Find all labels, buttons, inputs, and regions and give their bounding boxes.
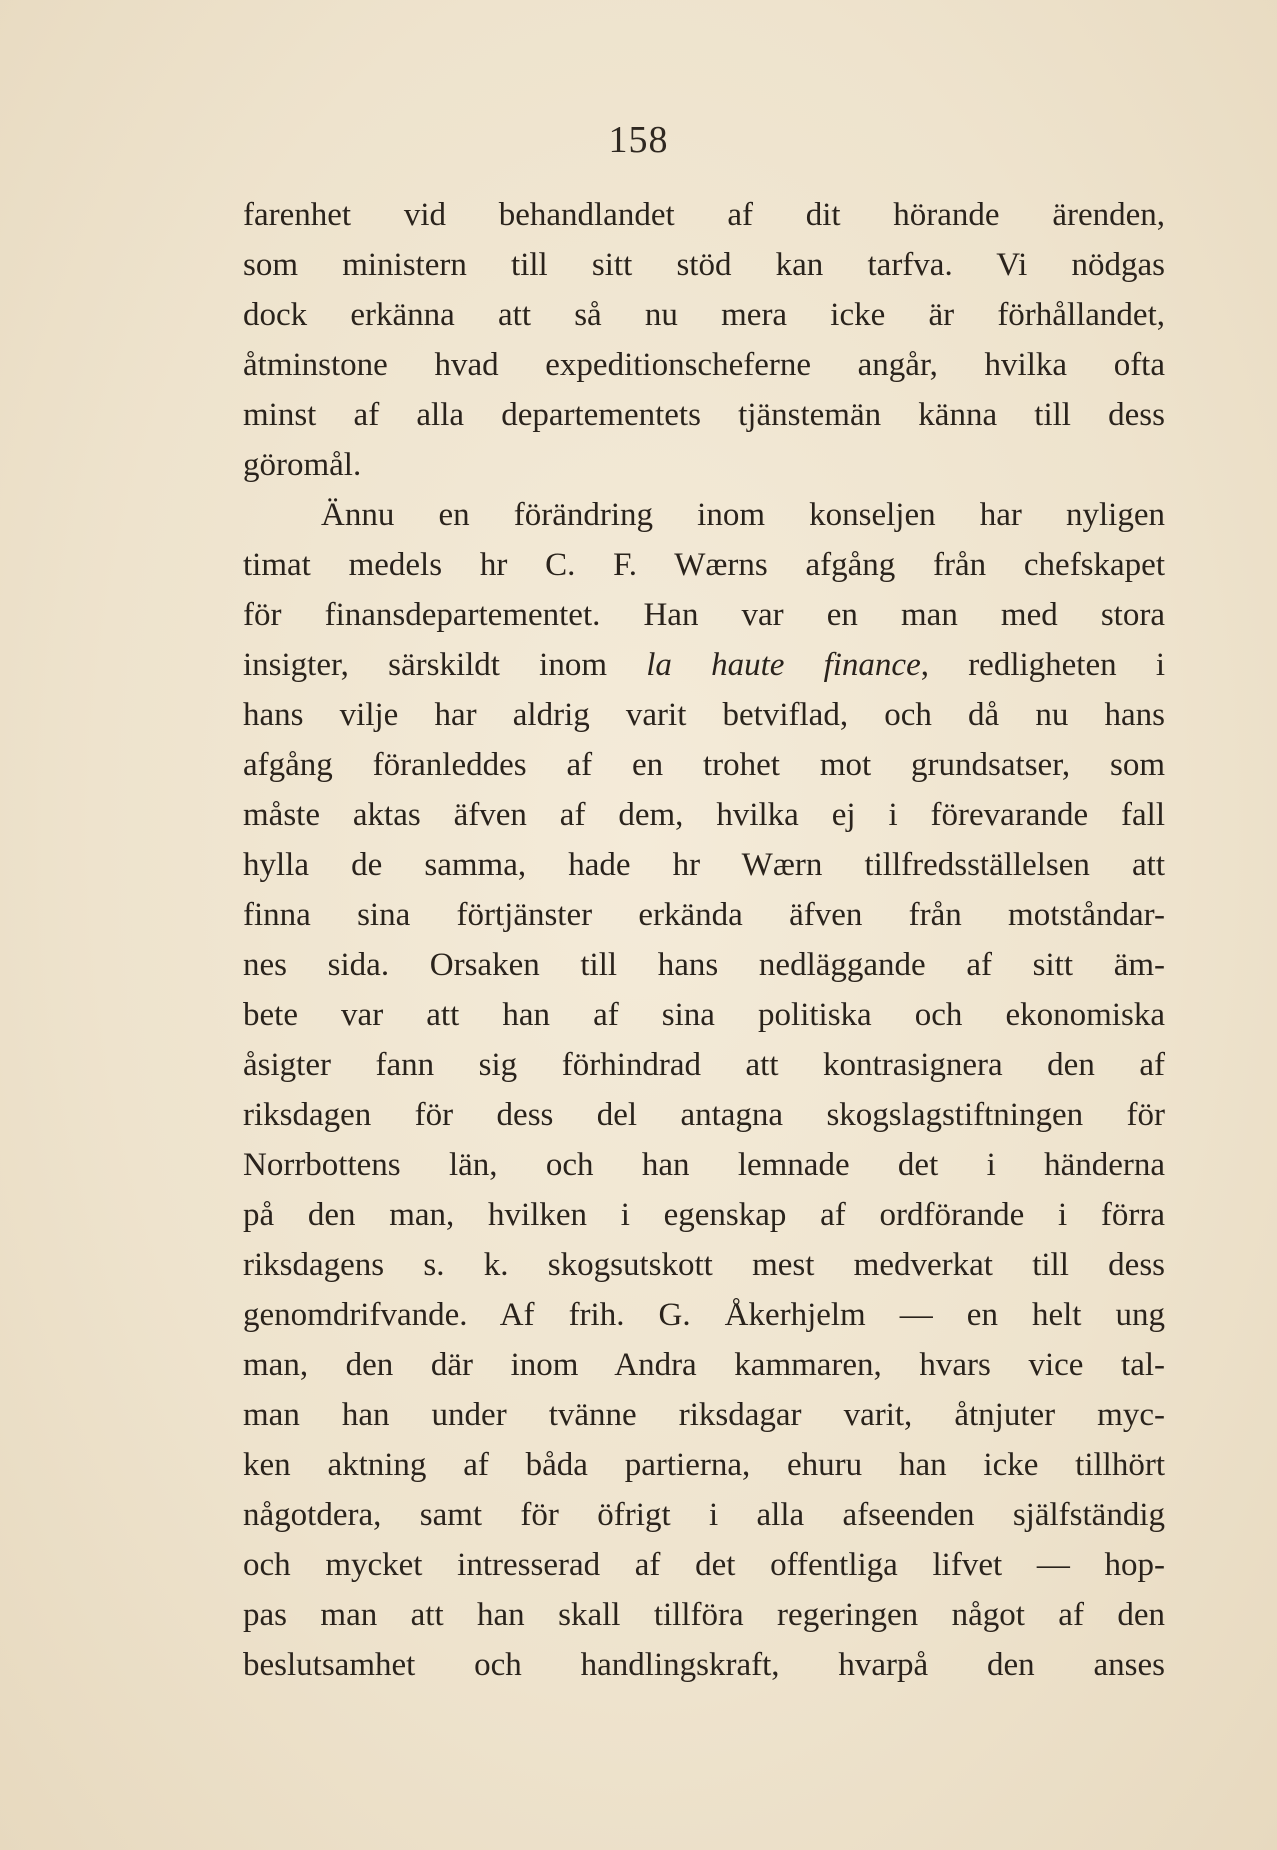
paragraph-1 [243,190,1165,490]
paragraph-2-continuation [243,690,1165,1690]
page-number: 158 [608,119,669,161]
text-line: som ministern till sitt stöd kan tarfva. Vi nödgas [243,247,1165,283]
text-line: måste aktas äfven af dem, hvilka ej i förevarande fall [243,797,1165,833]
text-line: beslutsamhet och handlingskraft, hvarpå den anses [243,1647,1165,1683]
text-line: ken aktning af båda partierna, ehuru han icke tillhört [243,1447,1165,1483]
text-line: göromål. [243,447,362,483]
body-text [243,190,1165,1690]
text-line: Ännu en förändring inom konseljen har nyligen [321,497,1165,533]
text-line: riksdagen för dess del antagna skogslagstiftningen för [243,1097,1165,1133]
text-before-italic: insigter, särskildt inom [243,647,647,683]
text-line-with-italic [243,640,1165,690]
text-line: riksdagens s. k. skogsutskott mest medverkat till dess [243,1247,1165,1283]
text-line: och mycket intresserad af det offentliga lifvet — hop- [243,1547,1165,1583]
text-line: timat medels hr C. F. Wærns afgång från chefskapet [243,547,1165,583]
text-line: minst af alla departementets tjänstemän känna till dess [243,397,1165,433]
text-line: finna sina förtjänster erkända äfven från motståndar- [243,897,1165,933]
text-line: afgång föranleddes af en trohet mot grundsatser, som [243,747,1165,783]
text-line: åsigter fann sig förhindrad att kontrasignera den af [243,1047,1165,1083]
text-after-italic: , redligheten i [920,647,1165,683]
text-line: pas man att han skall tillföra regeringen något af den [243,1597,1165,1633]
text-line: på den man, hvilken i egenskap af ordförande i förra [243,1197,1165,1233]
text-line: dock erkänna att så nu mera icke är förhållandet, [243,297,1165,333]
text-line: hylla de samma, hade hr Wærn tillfredsställelsen att [243,847,1165,883]
text-line: farenhet vid behandlandet af dit hörande ärenden, [243,197,1165,233]
text-line: för finansdepartementet. Han var en man med stora [243,597,1165,633]
text-line: bete var att han af sina politiska och ekonomiska [243,997,1165,1033]
italic-phrase: la haute finance [646,647,921,683]
text-line: någotdera, samt för öfrigt i alla afseenden själfständig [243,1497,1165,1533]
text-line: man, den där inom Andra kammaren, hvars vice tal- [243,1347,1165,1383]
paragraph-2 [243,490,1165,1690]
text-line: Norrbottens län, och han lemnade det i händerna [243,1147,1165,1183]
text-line: åtminstone hvad expeditionscheferne angår, hvilka ofta [243,347,1165,383]
text-line: genomdrifvande. Af frih. G. Åkerhjelm — en helt ung [243,1297,1165,1333]
text-line: hans vilje har aldrig varit betviflad, och då nu hans [243,697,1165,733]
text-line: nes sida. Orsaken till hans nedläggande af sitt äm- [243,947,1165,983]
text-line: man han under tvänne riksdagar varit, åtnjuter myc- [243,1397,1165,1433]
